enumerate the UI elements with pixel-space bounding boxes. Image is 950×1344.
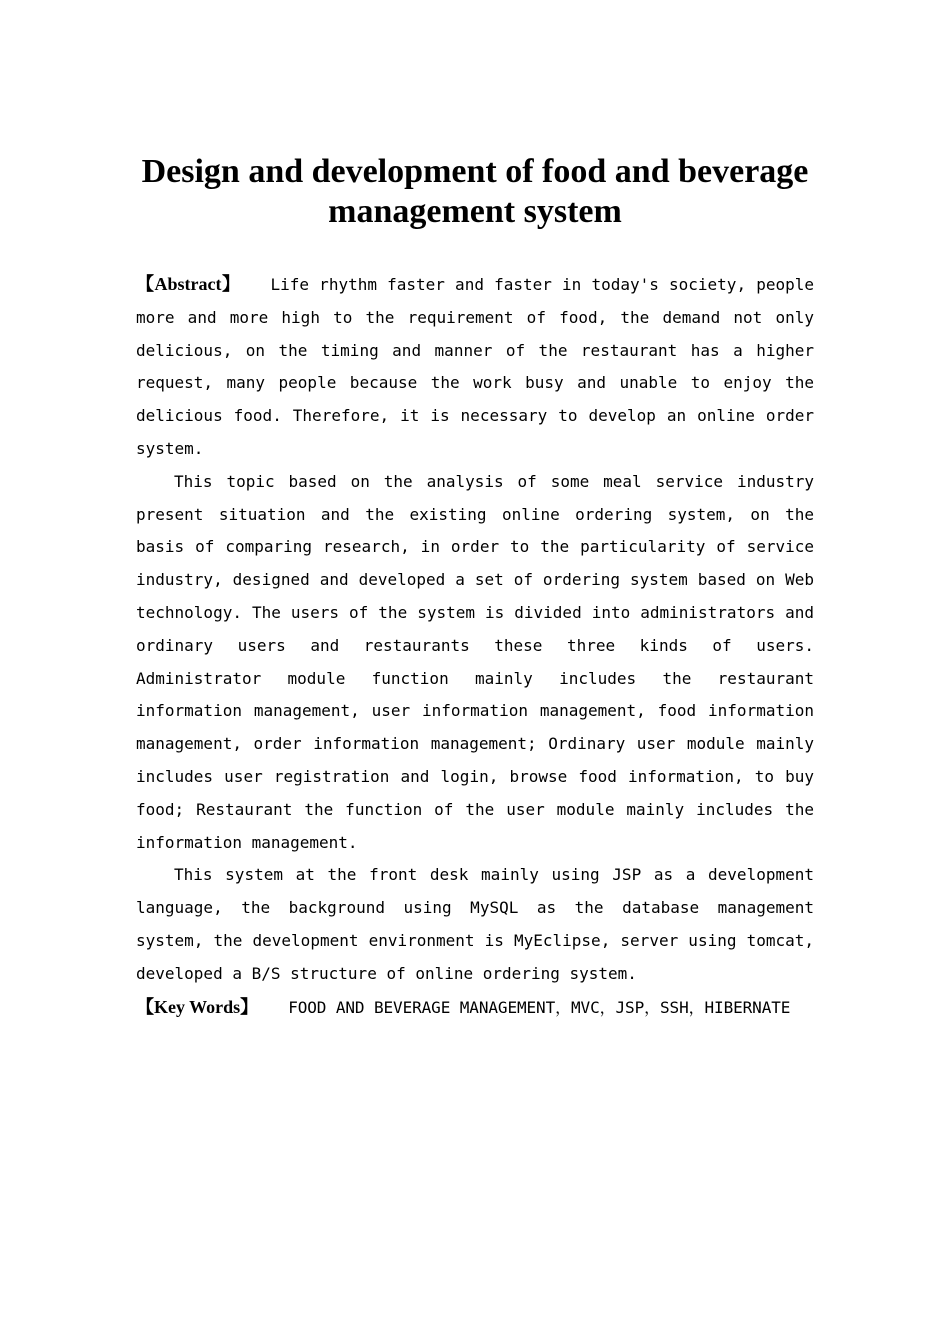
keywords-line	[136, 991, 814, 1025]
paper-title: Design and development of food and beverage management system	[141, 153, 809, 230]
abstract-paragraph-1	[136, 268, 814, 466]
abstract-label: 【Abstract】	[136, 274, 241, 294]
abstract-paragraph-2: This topic based on the analysis of some meal service industry present situation and the existing online ordering system, on the basis of comparing research, in order to the particularity of service industry, designed and developed a set of ordering system based on Web technology. The users of the system is divided into administrators and ordinary users and restaurants these three kinds of users. Administrator module function mainly includes the restaurant information management, user information management, food information management, order information management; Ordinary user module mainly includes user registration and login, browse food information, to buy food; Restaurant the function of the user module mainly includes the information management.	[136, 471, 814, 852]
keywords-label: 【Key Words】	[136, 996, 259, 1017]
abstract-paragraph-3: This system at the front desk mainly using JSP as a development language, the background using MySQL as the database management system, the development environment is MyEclipse, server using tomcat, developed a B/S structure of online ordering system.	[136, 865, 814, 983]
abstract-section	[136, 268, 814, 1024]
abstract-paragraph-1-text: Life rhythm faster and faster in today's society, people more and more high to the requirement of food, the demand not only delicious, on the timing and manner of the restaurant has a higher request, many people because the work busy and unable to enjoy the delicious food. Therefore, it is necessary to develop an online order system.	[136, 275, 815, 458]
keywords-text: FOOD AND BEVERAGE MANAGEMENT，MVC，JSP，SSH，HIBERNATE	[288, 997, 791, 1017]
